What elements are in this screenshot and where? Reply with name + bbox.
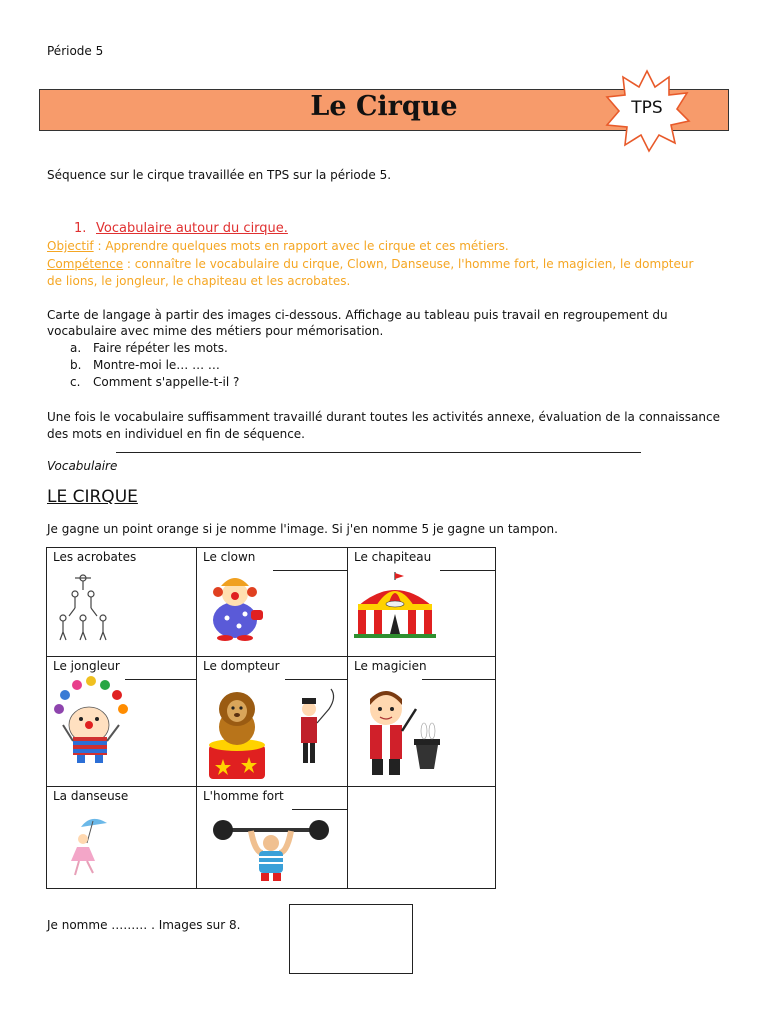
grid-cell: [47, 548, 197, 657]
cell-label: Le chapiteau: [354, 550, 432, 564]
vocabulary-grid: [46, 547, 496, 889]
competence-line: [47, 256, 707, 290]
dancer-icon: [59, 813, 119, 883]
strongman-icon: [211, 813, 331, 883]
cell-label: La danseuse: [53, 789, 129, 803]
cell-label: L'homme fort: [203, 789, 284, 803]
acrobats-icon: [53, 572, 113, 642]
juggler-icon: [51, 675, 135, 765]
grid-cell: [348, 657, 496, 787]
divider: [116, 452, 641, 453]
evaluation-text: Une fois le vocabulaire suffisamment travaillé durant toutes les activités annexe, évaluation de la connaissance des mots en individuel en fin de séquence.: [47, 410, 721, 441]
tps-badge: TPS: [631, 98, 663, 118]
cell-label: Le clown: [203, 550, 256, 564]
section-title: Vocabulaire autour du cirque.: [96, 221, 288, 236]
clown-icon: [203, 570, 269, 642]
activity-description: Carte de langage à partir des images ci-dessous. Affichage au tableau puis travail en regroupement du vocabulaire avec mime des métiers pour mémorisation.: [47, 308, 668, 338]
stamp-box: [289, 904, 413, 974]
competence-text: : connaître le vocabulaire du cirque, Clown, Danseuse, l'homme fort, le magicien, le dompteur de lions, le jongleur, le chapiteau et les acrobates.: [47, 257, 694, 288]
objective-line: [47, 239, 509, 253]
list-item: c. Comment s'appelle-t-il ?: [70, 375, 240, 389]
magician-icon: [352, 679, 452, 779]
grid-cell: [47, 657, 197, 787]
list-item: a. Faire répéter les mots.: [70, 341, 228, 355]
grid-cell: [197, 657, 348, 787]
objective-label: Objectif: [47, 239, 94, 253]
intro-text: Séquence sur le cirque travaillée en TPS sur la période 5.: [47, 168, 392, 182]
section-number: 1.: [74, 221, 87, 236]
lion-tamer-icon: [203, 679, 343, 783]
grid-cell: [348, 548, 496, 657]
grid-cell: [348, 787, 496, 888]
worksheet-heading: LE CIRQUE: [47, 487, 138, 507]
competence-label: Compétence: [47, 257, 124, 271]
score-line: Je nomme ……… . Images sur 8.: [47, 918, 241, 932]
objective-text: : Apprendre quelques mots en rapport avec le cirque et ces métiers.: [93, 239, 509, 253]
period-label: Période 5: [47, 44, 104, 58]
list-item: b. Montre-moi le… … …: [70, 358, 220, 372]
grid-cell: [197, 548, 348, 657]
section-heading: [74, 221, 288, 236]
cell-label: Le jongleur: [53, 659, 120, 673]
page-title: Le Cirque: [310, 91, 458, 122]
vocabulary-label: Vocabulaire: [47, 459, 118, 473]
cell-label: Les acrobates: [53, 550, 137, 564]
worksheet-instruction: Je gagne un point orange si je nomme l'image. Si j'en nomme 5 je gagne un tampon.: [47, 522, 558, 536]
cell-label: Le magicien: [354, 659, 427, 673]
circus-tent-icon: [350, 570, 440, 640]
grid-cell: [47, 787, 197, 888]
cell-label: Le dompteur: [203, 659, 280, 673]
grid-cell: [197, 787, 348, 888]
